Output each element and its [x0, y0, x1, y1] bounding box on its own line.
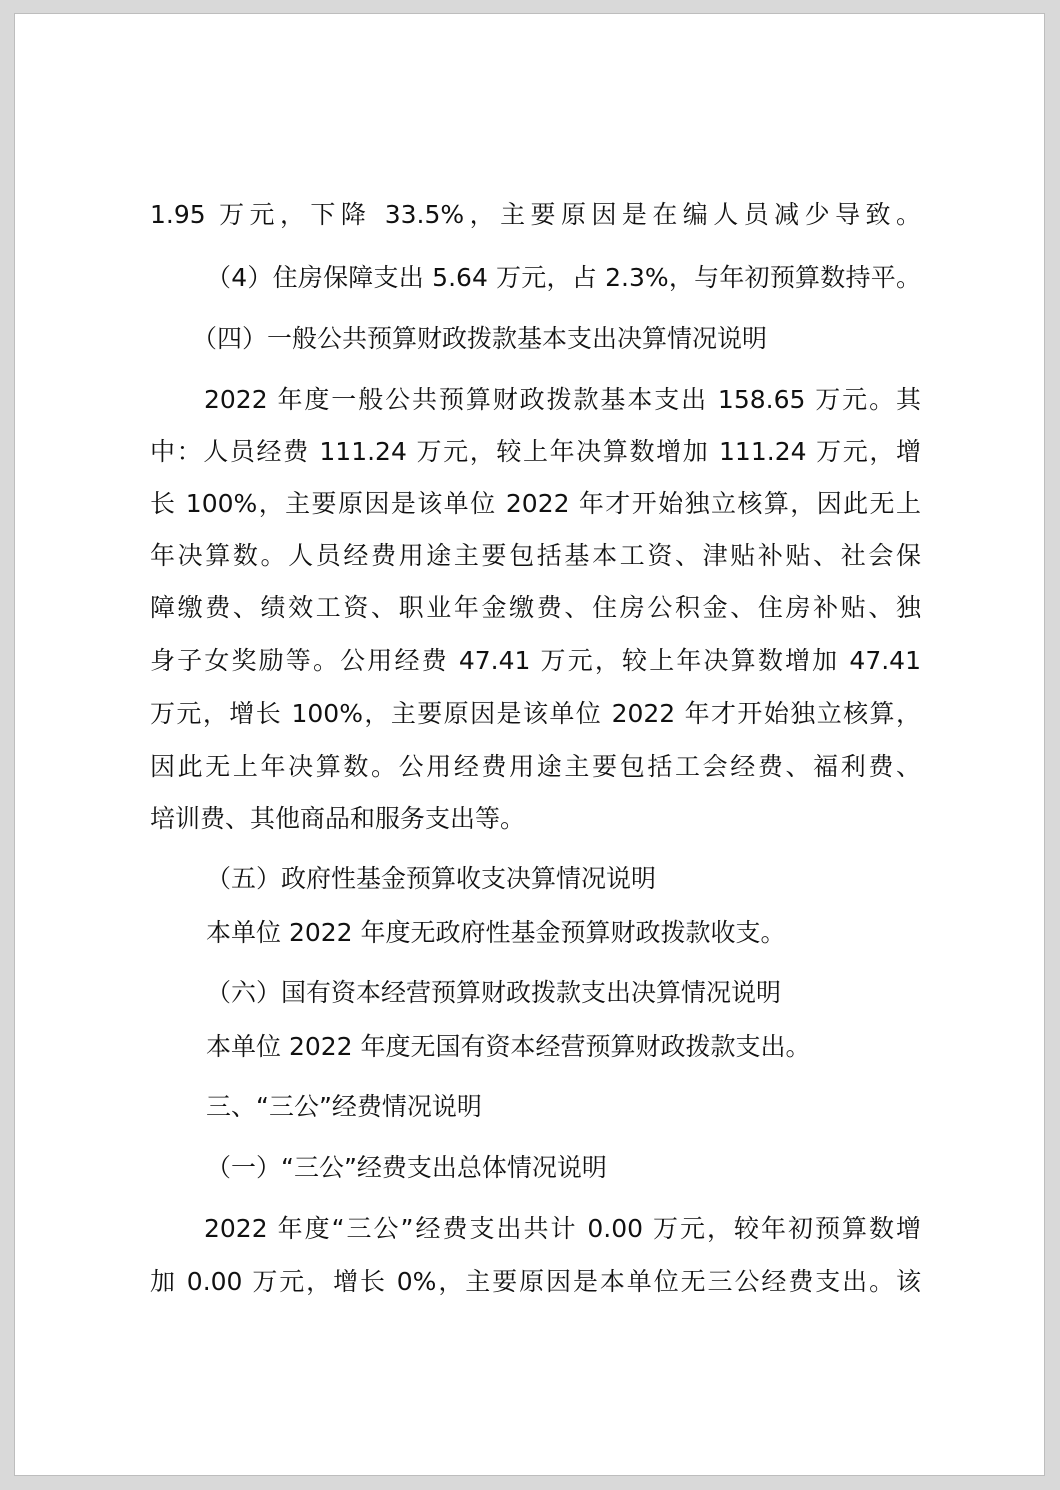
section-heading: 三、“三公”经费情况说明: [206, 1092, 482, 1121]
text-line: 2022 年度“三公”经费支出共计 0.00 万元，较年初预算数增: [204, 1214, 921, 1243]
section-heading: （六）国有资本经营预算财政拨款支出决算情况说明: [206, 978, 782, 1007]
text-line: 本单位 2022 年度无政府性基金预算财政拨款收支。: [206, 918, 786, 947]
section-heading: （五）政府性基金预算收支决算情况说明: [206, 864, 657, 893]
text-line: 培训费、其他商品和服务支出等。: [150, 804, 526, 833]
section-heading: （一）“三公”经费支出总体情况说明: [206, 1153, 607, 1182]
text-line: 长 100%，主要原因是该单位 2022 年才开始独立核算，因此无上: [150, 489, 921, 518]
text-line: （4）住房保障支出 5.64 万元，占 2.3%，与年初预算数持平。: [206, 263, 921, 292]
text-line: 身子女奖励等。公用经费 47.41 万元，较上年决算数增加 47.41: [150, 646, 921, 675]
text-line: 障缴费、绩效工资、职业年金缴费、住房公积金、住房补贴、独: [150, 593, 921, 622]
text-line: 中：人员经费 111.24 万元，较上年决算数增加 111.24 万元，增: [150, 437, 921, 466]
text-line: 2022 年度一般公共预算财政拨款基本支出 158.65 万元。其: [204, 385, 921, 414]
text-line: 年决算数。人员经费用途主要包括基本工资、津贴补贴、社会保: [150, 541, 921, 570]
text-line: 万元，增长 100%，主要原因是该单位 2022 年才开始独立核算，: [150, 699, 921, 728]
text-line: 1.95 万元，下降 33.5%，主要原因是在编人员减少导致。: [150, 200, 921, 229]
text-line: 因此无上年决算数。公用经费用途主要包括工会经费、福利费、: [150, 752, 921, 781]
document-page: [14, 13, 1045, 1476]
text-line: 本单位 2022 年度无国有资本经营预算财政拨款支出。: [206, 1032, 811, 1061]
text-line: 加 0.00 万元，增长 0%，主要原因是本单位无三公经费支出。该: [150, 1267, 921, 1296]
section-heading: （四）一般公共预算财政拨款基本支出决算情况说明: [192, 324, 768, 353]
